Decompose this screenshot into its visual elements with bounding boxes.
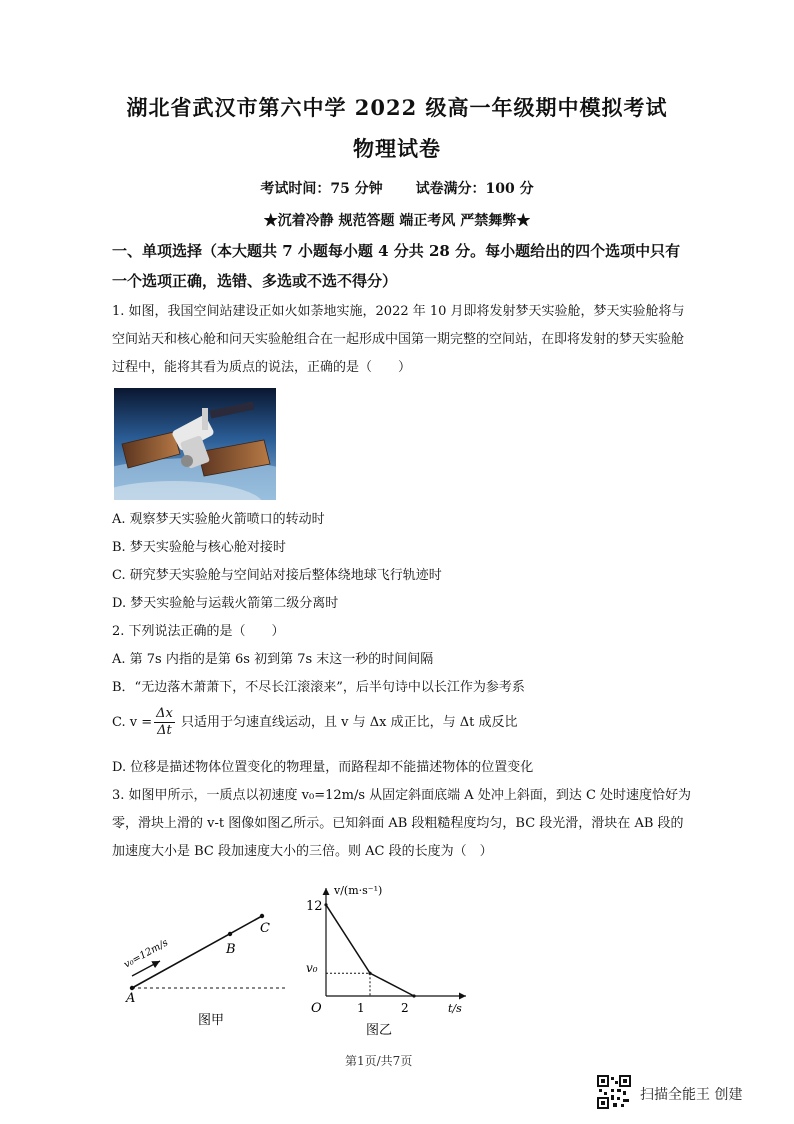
full-score: 试卷满分：100 分 <box>415 181 534 197</box>
space-station-illustration <box>114 388 276 500</box>
question-2-option-d: D. 位移是描述物体位置变化的物理量，而路程却不能描述物体的位置变化 <box>112 760 534 775</box>
point-b-dot <box>228 932 232 936</box>
vt-point-2 <box>412 994 415 997</box>
label-c: C <box>260 921 270 936</box>
y-tick-12: 12 <box>306 899 323 914</box>
space-station-photo <box>114 388 276 500</box>
point-c-dot <box>260 914 264 918</box>
page-number: 第1页/共7页 <box>345 1054 413 1068</box>
point-a-dot <box>130 986 134 990</box>
question-1-option-a: A. 观察梦天实验舱火箭喷口的转动时 <box>112 512 325 527</box>
exam-motto: ★沉着冷静 规范答题 端正考风 严禁舞弊★ <box>263 213 531 229</box>
fraction-denominator: Δt <box>157 723 172 738</box>
scanner-watermark: 扫描全能王 创建 <box>640 1087 743 1103</box>
question-1-option-c: C. 研究梦天实验舱与空间站对接后整体绕地球飞行轨迹时 <box>112 568 442 583</box>
origin-label: O <box>311 1001 322 1016</box>
qr-code-icon <box>597 1075 631 1109</box>
question-1-option-d: D. 梦天实验舱与运载火箭第二级分离时 <box>112 596 339 611</box>
velocity-fraction <box>154 706 175 739</box>
exam-info <box>0 178 794 198</box>
figure-b-caption: 图乙 <box>366 1023 393 1038</box>
option-c-suffix: 只适用于匀速直线运动，且 v 与 Δx 成正比，与 Δt 成反比 <box>176 715 518 730</box>
exam-title: 湖北省武汉市第六中学 2022 级高一年级期中模拟考试 <box>126 95 668 120</box>
question-2-option-c <box>112 706 517 740</box>
vt-point-1 <box>368 972 371 975</box>
x-axis-label: t/s <box>448 1002 462 1015</box>
question-2-option-b: B．“无边落木萧萧下，不尽长江滚滚来”，后半句诗中以长江作为参考系 <box>112 680 525 695</box>
figure-vt-graph <box>296 880 486 1040</box>
section-heading: 一、单项选择（本大题共 7 小题每小题 4 分共 28 分。每小题给出的四个选项中只有一个选项正确，选错、多选或不选不得分） <box>112 242 681 290</box>
question-2-option-a: A. 第 7s 内指的是第 6s 初到第 7s 末这一秒的时间间隔 <box>112 652 434 667</box>
vt-point-0 <box>324 903 327 906</box>
velocity-label: v₀=12m/s <box>122 937 171 971</box>
y-axis-label: v/(m·s⁻¹) <box>334 884 383 897</box>
question-1-option-b: B. 梦天实验舱与核心舱对接时 <box>112 540 286 555</box>
exam-subtitle: 物理试卷 <box>353 136 441 161</box>
question-3-stem: 3. 如图甲所示，一质点以初速度 v₀=12m/s 从固定斜面底端 A 处冲上斜面，到达 C 处时速度恰好为零，滑块上滑的 v-t 图像如图乙所示。已知斜面 AB 段粗糙程度均匀，BC 段光滑，滑块在 AB 段的加速度大小是 BC 段加速度大小的三倍。则 AC 段的长度为（ ） <box>112 788 692 859</box>
exam-time: 考试时间：75 分钟 <box>260 181 383 197</box>
question-1-stem: 1. 如图，我国空间站建设正如火如荼地实施，2022 年 10 月即将发射梦天实验舱，梦天实验舱将与空间站天和核心舱和问天实验舱组合在一起形成中国第一期完整的空间站，在即将发射的梦天实验舱过程中，能将其看为质点的说法，正确的是（ ） <box>112 304 685 375</box>
fraction-numerator: Δx <box>156 706 173 721</box>
option-c-prefix: C. v = <box>112 715 153 730</box>
x-tick-2: 2 <box>401 1001 409 1015</box>
figure-incline <box>110 900 300 1040</box>
question-2-stem: 2. 下列说法正确的是（ ） <box>112 624 285 639</box>
label-a: A <box>126 991 136 1006</box>
figure-a-caption: 图甲 <box>198 1013 225 1028</box>
y-tick-v0: v₀ <box>306 961 318 975</box>
x-tick-1: 1 <box>357 1001 365 1015</box>
label-b: B <box>226 942 236 957</box>
